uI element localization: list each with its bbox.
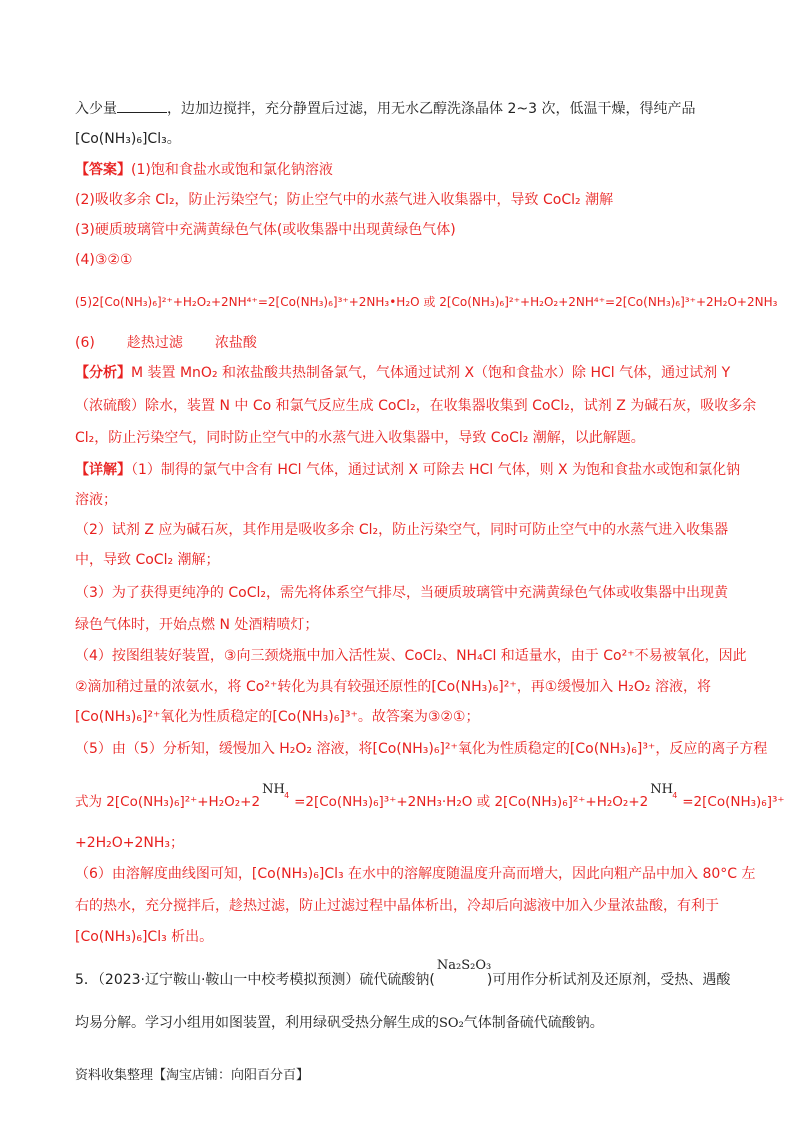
detail-line-5: （3）为了获得更纯净的 CoCl₂，需先将体系空气排尽，当硬质玻璃管中充满黄绿色气体或收集器中出现黄 [75,585,728,601]
detail-label: 【详解】 [75,462,131,478]
question-5-text-a: 5．（2023·辽宁鞍山·鞍山一中校考模拟预测）硫代硫酸钠( [75,972,435,988]
answer-4: (4)③②① [75,252,133,268]
answer-label: 【答案】 [75,162,131,178]
answer-blank [117,98,167,113]
answer-line-1 [75,160,740,180]
sodium-thiosulfate-formula: Na₂S₂O₃ [436,958,492,973]
detail-line-12: +2H₂O+2NH₃； [75,835,185,851]
detail-line-2: 溶液； [75,492,117,508]
equation-part-3: =2[Co(NH₃)₆]³⁺ [682,794,785,810]
intro-line-2: [Co(NH₃)₆]Cl₃。 [75,131,181,147]
question-5-text-c: 均易分解。学习小组用如图装置，利用绿矾受热分解生成的 [75,1015,439,1031]
page-footer: 资料收集整理【淘宝店铺：向阳百分百】 [75,1068,310,1083]
answer-1: (1)饱和食盐水或饱和氯化钠溶液 [131,162,333,178]
detail-line-1 [75,460,740,480]
answer-6-b: 趁热过滤 [126,335,183,351]
detail-line-9: [Co(NH₃)₆]²⁺氧化为性质稳定的[Co(NH₃)₆]³⁺。故答案为③②①； [75,709,480,725]
detail-line-6: 绿色气体时，开始点燃 N 处酒精喷灯； [75,617,319,633]
equation-part-1: 式为 2[Co(NH₃)₆]²⁺+H₂O₂+2 [75,794,261,810]
question-5-text-b: )可用作分析试剂及还原剂，受热、遇酸 [486,972,731,988]
analysis-line-1 [75,363,740,383]
question-5-line-2 [75,1013,740,1034]
answer-6-c: 浓盐酸 [214,335,257,351]
question-5-text-d: 气体制备硫代硫酸钠。 [463,1015,604,1031]
analysis-line-3: Cl₂，防止污染空气，同时防止空气中的水蒸气进入收集器中，导致 CoCl₂ 潮解，以此解题。 [75,430,645,446]
so2-formula: SO₂ [439,1016,464,1031]
detail-line-15: [Co(NH₃)₆]Cl₃ 析出。 [75,929,214,945]
detail-line-4: 中，导致 CoCl₂ 潮解； [75,552,220,568]
detail-line-10: （5）由（5）分析知，缓慢加入 H₂O₂ 溶液，将[Co(NH₃)₆]²⁺氧化为性质稳定的[Co(NH₃)₆]³⁺，反应的离子方程 [75,741,768,757]
question-5-line-1 [75,958,740,990]
detail-text-1: （1）制得的氯气中含有 HCl 气体，通过试剂 X 可除去 HCl 气体，则 X 为饱和食盐水或饱和氯化钠 [131,462,741,478]
answer-6-num: (6) [75,335,95,351]
ammonium-formula-2: NH 4 [650,782,678,800]
answer-6 [75,333,740,353]
intro-text-b: ，边加边搅拌，充分静置后过滤，用无水乙醇洗涤晶体 2~3 次，低温干燥，得纯产品 [167,101,696,117]
intro-text-a: 入少量 [75,101,117,117]
detail-line-14: 右的热水，充分搅拌后，趁热过滤，防止过滤过程中晶体析出，冷却后向滤液中加入少量浓盐酸，有利于 [75,898,719,914]
analysis-label: 【分析】 [75,365,131,381]
detail-line-13: （6）由溶解度曲线图可知，[Co(NH₃)₆]Cl₃ 在水中的溶解度随温度升高而增大，因此向粗产品中加入 80°C 左 [75,866,756,882]
intro-line-1 [75,98,740,119]
detail-line-11 [75,782,785,812]
detail-line-3: （2）试剂 Z 应为碱石灰，其作用是吸收多余 Cl₂，防止污染空气，同时可防止空气中的水蒸气进入收集器 [75,522,729,538]
ammonium-formula: NH 4 [262,782,290,800]
answer-3: (3)硬质玻璃管中充满黄绿色气体(或收集器中出现黄绿色气体) [75,222,456,238]
detail-line-7: （4）按图组装好装置，③向三颈烧瓶中加入活性炭、CoCl₂、NH₄Cl 和适量水，由于 Co²⁺不易被氧化，因此 [75,648,747,664]
detail-line-8: ②滴加稍过量的浓氨水，将 Co²⁺转化为具有较强还原性的[Co(NH₃)₆]²⁺，再①缓慢加入 H₂O₂ 溶液，将 [75,679,711,695]
answer-2: (2)吸收多余 Cl₂，防止污染空气；防止空气中的水蒸气进入收集器中，导致 CoCl₂ 潮解 [75,192,614,208]
analysis-line-2: （浓硫酸）除水，装置 N 中 Co 和氯气反应生成 CoCl₂，在收集器收集到 CoCl₂，试剂 Z 为碱石灰，吸收多余 [75,398,757,414]
equation-part-2: =2[Co(NH₃)₆]³⁺+2NH₃·H₂O 或 2[Co(NH₃)₆]²⁺+H₂O₂+2 [294,794,649,810]
answer-5: (5)2[Co(NH₃)₆]²⁺+H₂O₂+2NH⁴⁺=2[Co(NH₃)₆]³⁺+2NH₃•H₂O 或 2[Co(NH₃)₆]²⁺+H₂O₂+2NH⁴⁺=2[Co(NH₃)₆]³⁺+2H₂O+2NH₃ [75,295,778,309]
analysis-text-1: M 装置 MnO₂ 和浓盐酸共热制备氯气，气体通过试剂 X（饱和食盐水）除 HCl 气体，通过试剂 Y [131,365,731,381]
